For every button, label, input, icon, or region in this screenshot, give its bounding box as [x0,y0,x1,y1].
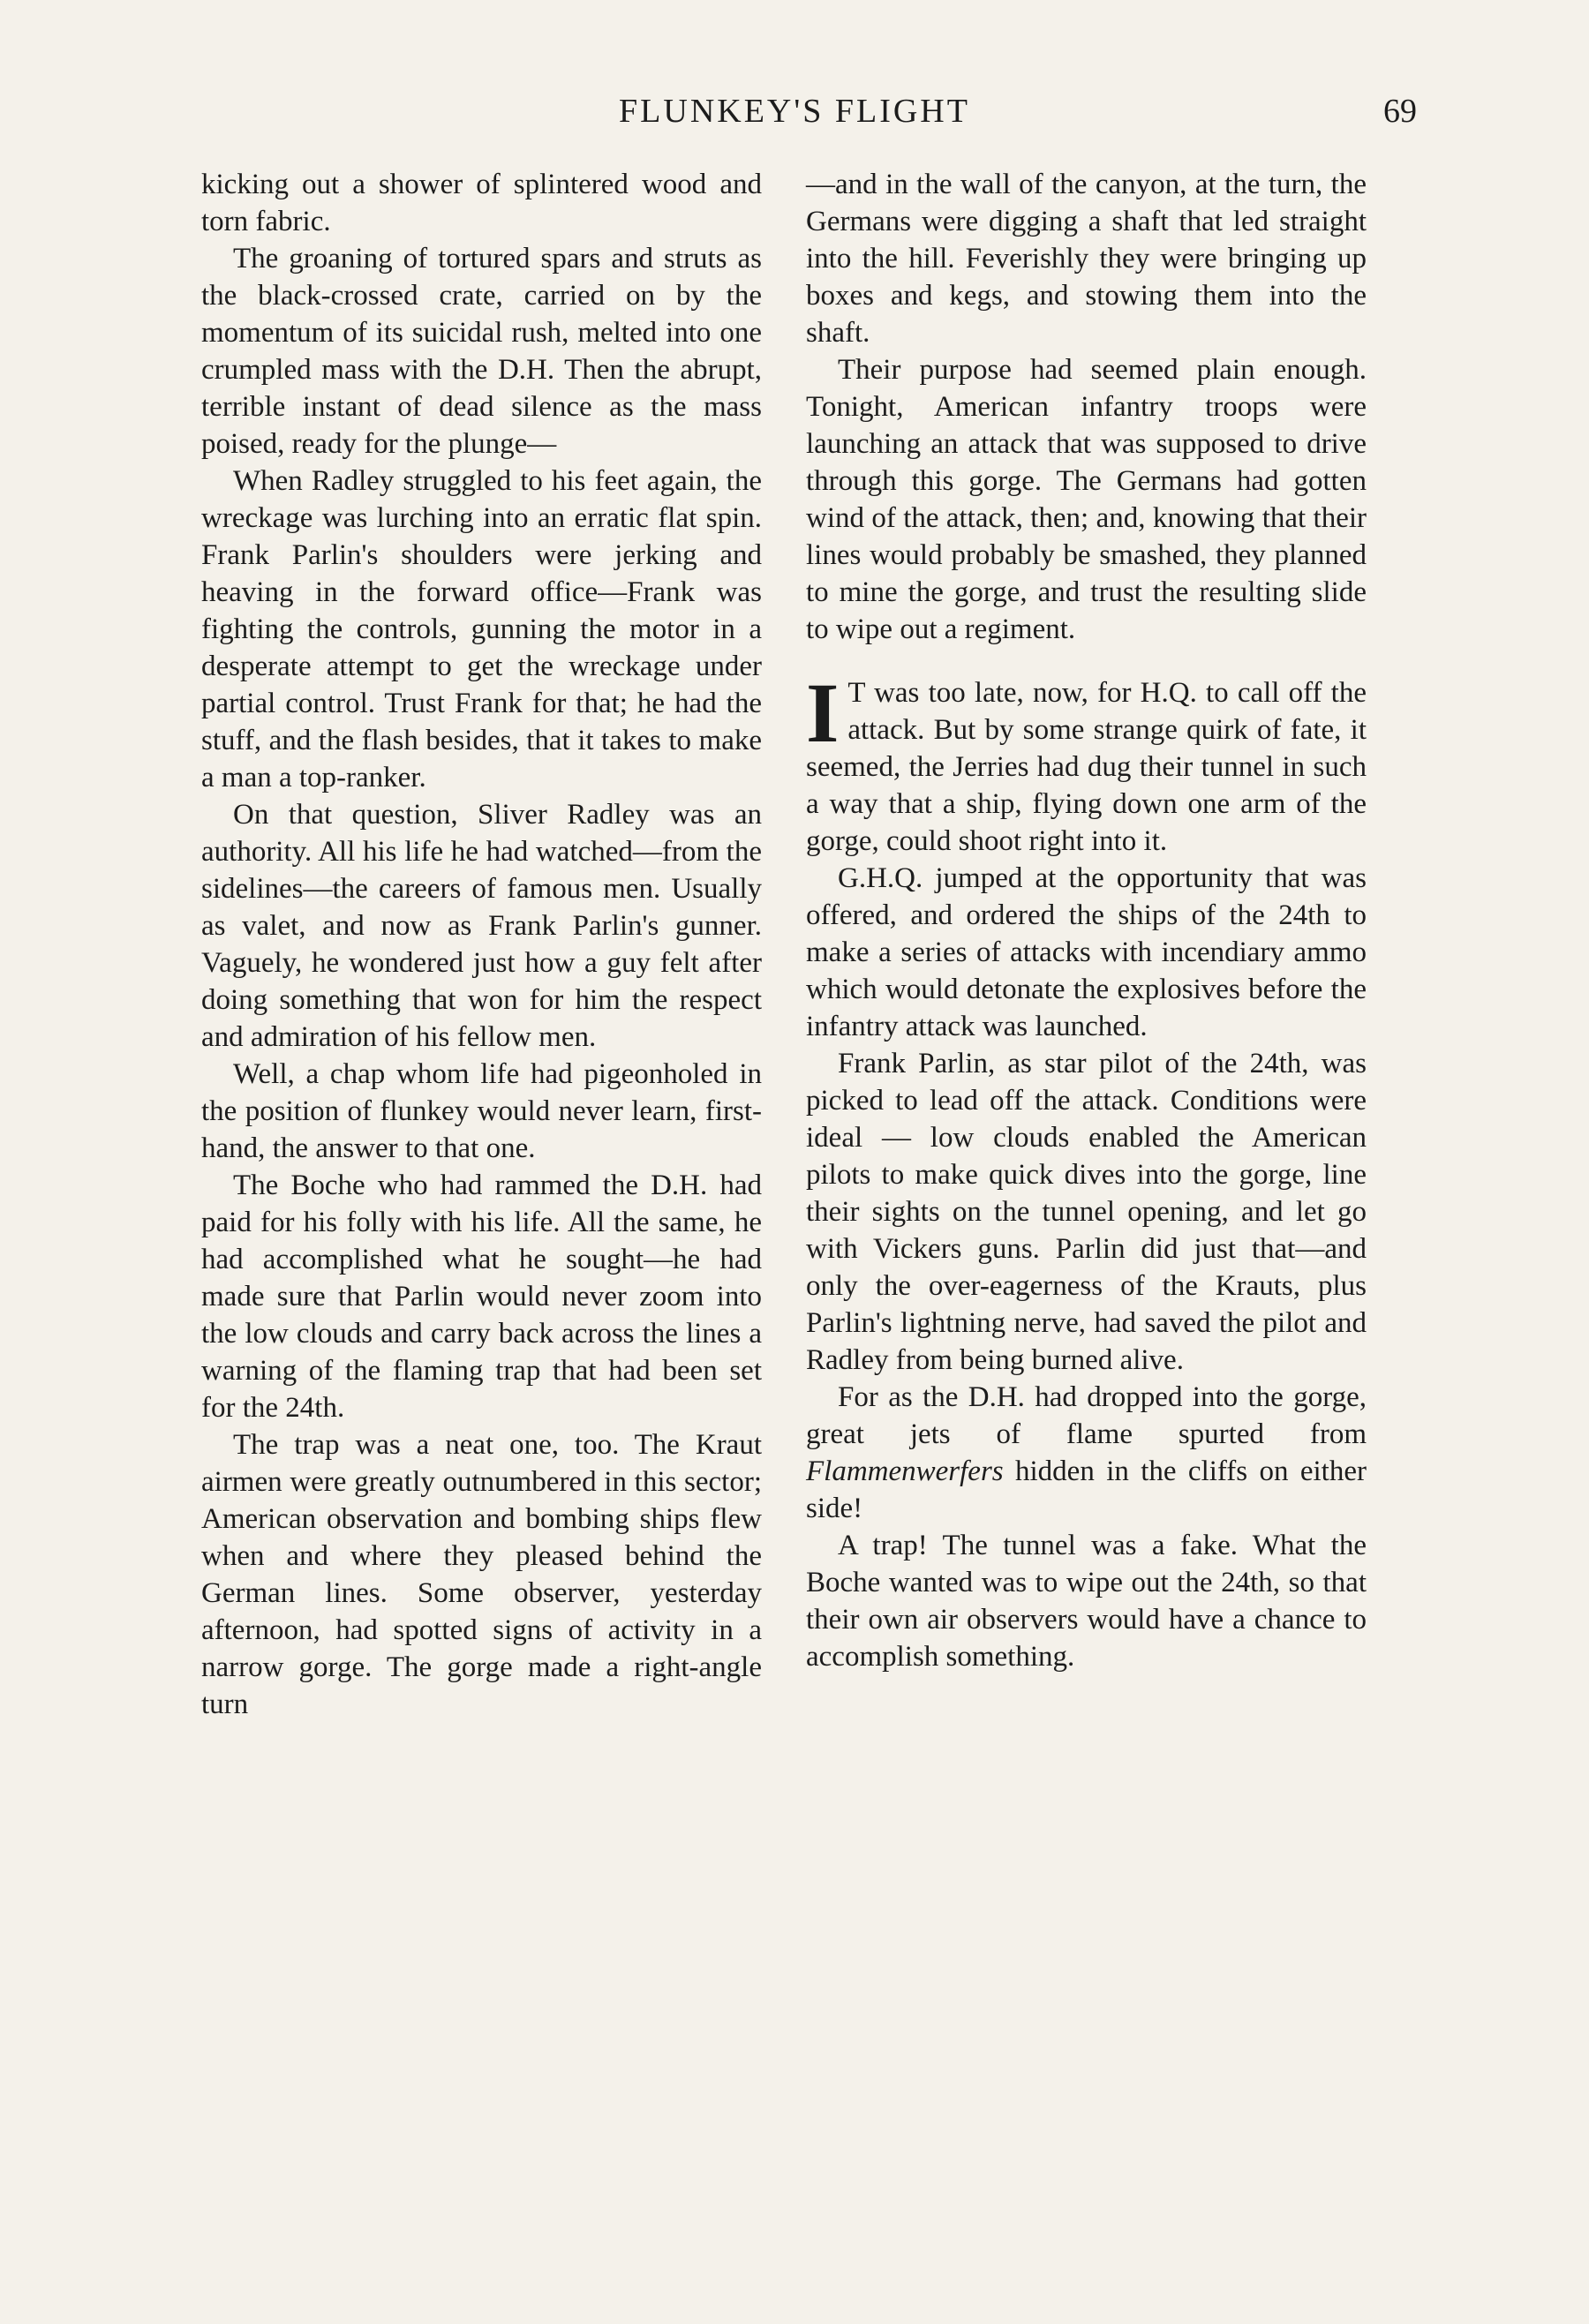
paragraph: The Boche who had rammed the D.H. had paid for his folly with his life. All the same, he had accomplished what he sought—he had made sure that Parlin would never zoom into the low clouds and carry back across the lines a warning of the flaming trap that had been set for the 24th. [201,1170,762,1424]
left-column [201,166,762,1723]
paragraph: kicking out a shower of splintered wood and torn fabric. [201,169,762,237]
paragraph: G.H.Q. jumped at the opportunity that was offered, and ordered the ships of the 24th to make a series of attacks with incendiary ammo which would detonate the explosives before the infantry attack was launched. [806,862,1367,1042]
drop-cap: I [806,666,840,760]
paragraph: On that question, Sliver Radley was an authority. All his life he had watched—from the sidelines—the careers of famous men. Usually as valet, and now as Frank Parlin's gunner. Vaguely, he wondered just how a guy felt after doing something that won for him the respect and admiration of his fellow men. [201,799,762,1053]
paragraph-text: For as the D.H. had dropped into the gorge, great jets of flame spurted from [806,1381,1367,1450]
paragraph-text: T was too late, now, for H.Q. to call off the attack. But by some strange quirk of fate, it seemed, the Jerries had dug their tunnel in such a way that a ship, flying down one arm of the gorge, could shoot right into it. [806,677,1367,857]
right-column [806,166,1367,1675]
paragraph: The trap was a neat one, too. The Kraut airmen were greatly outnumbered in this sector; American observation and bombing ships flew when and where they pleased behind the German lines. Some observer, yesterday afternoon, had spotted signs of activity in a narrow gorge. The gorge made a right-angle turn [201,1429,762,1720]
paragraph: A trap! The tunnel was a fake. What the Boche wanted was to wipe out the 24th, so that their own air observers would have a chance to accomplish something. [806,1530,1367,1673]
paragraph: Their purpose had seemed plain enough. Tonight, American infantry troops were launching an attack that was supposed to drive through this gorge. The Germans had gotten wind of the attack, then; and, knowing that their lines would probably be smashed, they planned to mine the gorge, and trust the resulting slide to wipe out a regiment. [806,354,1367,645]
running-title: FLUNKEY'S FLIGHT [619,93,970,130]
italic-term: Flammenwerfers [806,1455,1004,1487]
section-opening-paragraph [806,666,1367,860]
paragraph [806,1379,1367,1527]
paragraph: Well, a chap whom life had pigeonholed in the position of flunkey would never learn, first-hand, the answer to that one. [201,1058,762,1164]
paragraph: The groaning of tortured spars and struts as the black-crossed crate, carried on by the momentum of its suicidal rush, melted into one crumpled mass with the D.H. Then the abrupt, terrible instant of dead silence as the mass poised, ready for the plunge— [201,243,762,460]
paragraph: Frank Parlin, as star pilot of the 24th, was picked to lead off the attack. Conditions were ideal — low clouds enabled the American pilots to make quick dives into the gorge, line their sights on the tunnel opening, and let go with Vickers guns. Parlin did just that—and only the over-eagerness of the Krauts, plus Parlin's lightning nerve, had saved the pilot and Radley from being burned alive. [806,1048,1367,1376]
page-header [0,86,1589,139]
paragraph: —and in the wall of the canyon, at the turn, the Germans were digging a shaft that led straight into the hill. Feverishly they were bringing up boxes and kegs, and stowing them into the shaft. [806,169,1367,349]
page-number: 69 [1383,93,1417,130]
paragraph-text: hidden in the cliffs on either side! [806,1455,1367,1524]
paragraph: When Radley struggled to his feet again, the wreckage was lurching into an erratic flat spin. Frank Parlin's shoulders were jerking and heaving in the forward office—Frank was fighting the controls, gunning the motor in a desperate attempt to get the wreckage under partial control. Trust Frank for that; he had the stuff, and the flash besides, that it takes to make a man a top-ranker. [201,465,762,793]
